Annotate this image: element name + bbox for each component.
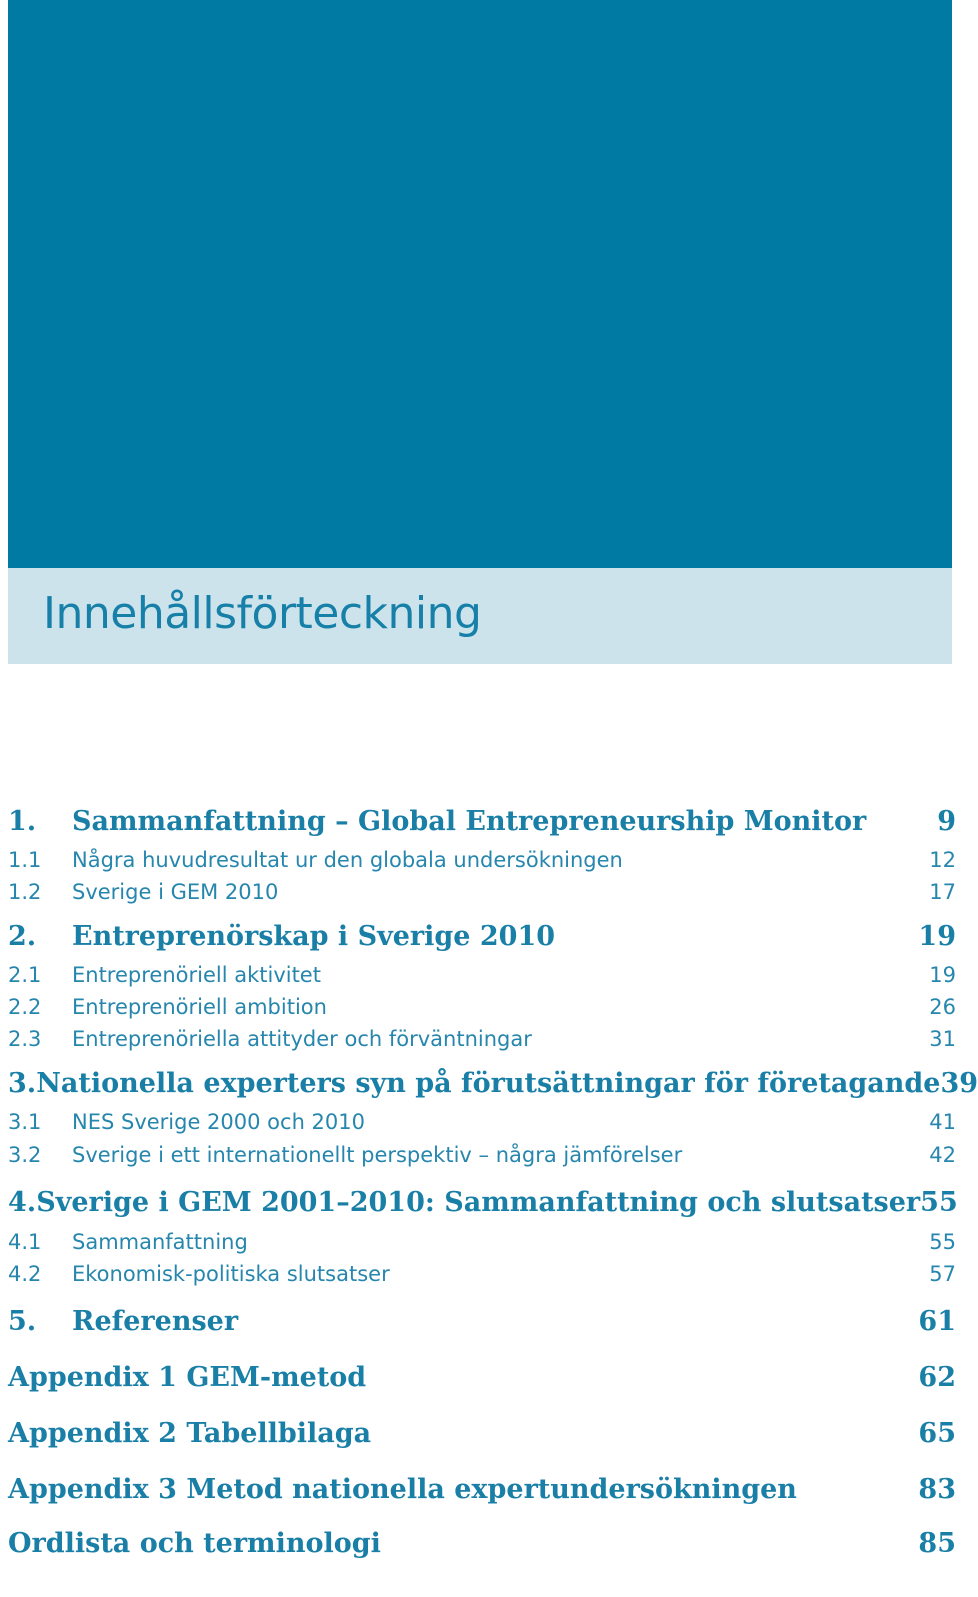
toc-entry-number: 2.2 (8, 995, 42, 1019)
toc-entry-page: 26 (929, 995, 956, 1019)
toc-entry-label: Ekonomisk-politiska slutsatser (72, 1262, 390, 1286)
toc-entry-number: 1.1 (8, 848, 42, 872)
toc-entry-page: 83 (918, 1474, 956, 1505)
toc-entry-glossary[interactable] (8, 1528, 956, 1559)
toc-entry-appendix-2[interactable] (8, 1418, 956, 1449)
toc-entry-page: 85 (918, 1528, 956, 1559)
toc-entry-page: 42 (929, 1143, 956, 1167)
toc-entry-section-4-1[interactable] (8, 1230, 956, 1254)
toc-entry-chapter-4[interactable] (8, 1187, 956, 1218)
toc-entry-page: 19 (918, 921, 956, 952)
toc-entry-page: 17 (929, 880, 956, 904)
toc-entry-page: 62 (918, 1362, 956, 1393)
toc-entry-number: 4.1 (8, 1230, 42, 1254)
toc-entry-number: 1.2 (8, 880, 42, 904)
toc-entry-label: Sverige i GEM 2001–2010: Sammanfattning och slutsatser (36, 1187, 921, 1218)
toc-entry-chapter-1[interactable] (8, 806, 956, 837)
toc-entry-label: Entreprenöriell ambition (72, 995, 327, 1019)
toc-entry-number: 2.3 (8, 1027, 42, 1051)
toc-entry-label: NES Sverige 2000 och 2010 (72, 1110, 365, 1134)
toc-entry-page: 19 (929, 963, 956, 987)
toc-entry-page: 57 (929, 1262, 956, 1286)
toc-entry-page: 12 (929, 848, 956, 872)
cover-banner (8, 0, 952, 568)
toc-entry-section-2-3[interactable] (8, 1027, 956, 1051)
toc-entry-label: Appendix 2 Tabellbilaga (8, 1418, 372, 1449)
toc-entry-page: 65 (918, 1418, 956, 1449)
toc-entry-section-1-2[interactable] (8, 880, 956, 904)
toc-entry-label: Ordlista och terminologi (8, 1528, 381, 1559)
toc-entry-page: 41 (929, 1110, 956, 1134)
toc-entry-appendix-1[interactable] (8, 1362, 956, 1393)
toc-entry-page: 39 (940, 1068, 978, 1099)
toc-entry-label: Entreprenöriella attityder och förväntningar (72, 1027, 532, 1051)
toc-entry-chapter-2[interactable] (8, 921, 956, 952)
toc-entry-page: 61 (918, 1306, 956, 1337)
toc-entry-number: 3.2 (8, 1143, 42, 1167)
toc-entry-section-3-2[interactable] (8, 1143, 956, 1167)
page-title: Innehållsförteckning (43, 588, 482, 639)
title-band (8, 568, 952, 664)
toc-entry-label: Sverige i ett internationellt perspektiv – några jämförelser (72, 1143, 683, 1167)
toc-entry-label: Appendix 1 GEM-metod (8, 1362, 367, 1393)
toc-entry-label: Sammanfattning – Global Entrepreneurship Monitor (72, 806, 867, 837)
toc-entry-label: Sverige i GEM 2010 (72, 880, 279, 904)
toc-entry-page: 31 (929, 1027, 956, 1051)
toc-entry-section-1-1[interactable] (8, 848, 956, 872)
toc-entry-label: Entreprenörskap i Sverige 2010 (72, 921, 556, 952)
toc-entry-chapter-3[interactable] (8, 1068, 978, 1099)
toc-entry-number: 5. (8, 1306, 37, 1337)
toc-entry-number: 3. (8, 1068, 37, 1099)
toc-entry-page: 55 (929, 1230, 956, 1254)
toc-entry-number: 4. (8, 1187, 37, 1218)
toc-entry-page: 55 (920, 1187, 958, 1218)
toc-entry-label: Sammanfattning (72, 1230, 248, 1254)
toc-entry-label: Nationella experters syn på förutsättningar för företagande (36, 1068, 941, 1099)
toc-entry-label: Entreprenöriell aktivitet (72, 963, 321, 987)
toc-entry-number: 2. (8, 921, 37, 952)
toc-entry-chapter-5[interactable] (8, 1306, 956, 1337)
toc-entry-number: 3.1 (8, 1110, 42, 1134)
toc-entry-label: Appendix 3 Metod nationella expertundersökningen (8, 1474, 797, 1505)
toc-entry-page: 9 (937, 806, 956, 837)
toc-entry-appendix-3[interactable] (8, 1474, 956, 1505)
toc-entry-section-2-1[interactable] (8, 963, 956, 987)
toc-entry-number: 4.2 (8, 1262, 42, 1286)
toc-entry-section-2-2[interactable] (8, 995, 956, 1019)
toc-entry-label: Några huvudresultat ur den globala undersökningen (72, 848, 623, 872)
toc-entry-number: 2.1 (8, 963, 42, 987)
toc-entry-section-4-2[interactable] (8, 1262, 956, 1286)
toc-entry-number: 1. (8, 806, 37, 837)
toc-entry-label: Referenser (72, 1306, 239, 1337)
toc-entry-section-3-1[interactable] (8, 1110, 956, 1134)
